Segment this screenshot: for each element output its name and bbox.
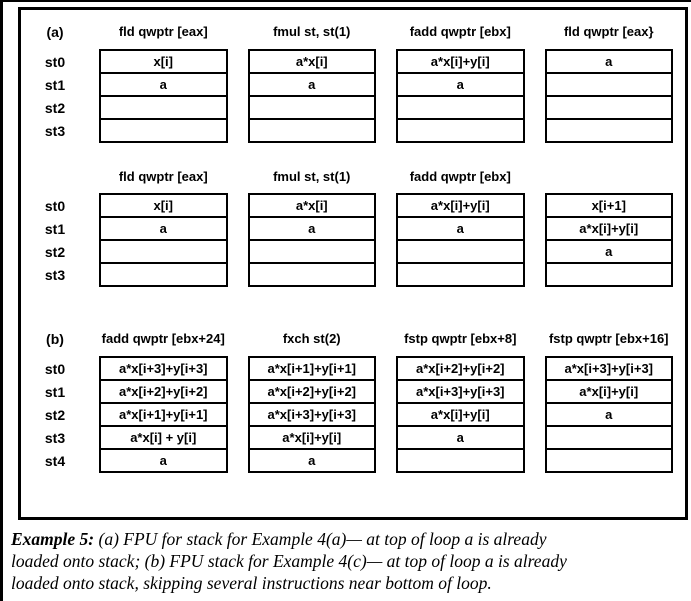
stack-register-label: st1 — [44, 77, 66, 93]
stack-register-labels — [31, 356, 79, 473]
stack-cell: a — [308, 453, 316, 468]
stack-cell: a — [398, 427, 523, 450]
stack-cell: a*x[i+2]+y[i+2] — [101, 381, 226, 404]
stack-cell: x[i+1] — [547, 195, 672, 218]
fpu-stack-table — [545, 49, 674, 143]
stack-cell: x[i] — [101, 195, 226, 218]
fpu-stack-table — [248, 49, 377, 143]
stack-register-label: st0 — [44, 198, 66, 214]
stack-cell: a*x[i+3]+y[i+3] — [101, 358, 226, 381]
stack-cell — [398, 120, 523, 141]
stack-cell — [101, 97, 226, 120]
instruction-label: fadd qwptr [ebx] — [409, 169, 511, 184]
stack-cell — [101, 264, 226, 285]
stack-cell: a — [250, 74, 375, 97]
stack-cell: a*x[i+2]+y[i+2] — [398, 358, 523, 381]
stack-cell — [398, 97, 523, 120]
stack-cell: a — [250, 218, 375, 241]
stack-panel — [31, 24, 673, 143]
caption-line — [11, 528, 689, 550]
stack-cell — [547, 450, 672, 471]
caption-text: (a) FPU for stack for Example 4(a)— at top of loop a is already — [98, 529, 547, 549]
fpu-stack-diagram — [18, 7, 688, 520]
stack-register-label: st3 — [44, 267, 66, 283]
stack-cell — [250, 120, 375, 141]
section-label: (b) — [46, 331, 64, 347]
stack-panel — [31, 169, 673, 287]
stack-cell: a*x[i+1]+y[i+1] — [101, 404, 226, 427]
fpu-stack-table — [99, 356, 228, 473]
caption-line: loaded onto stack, skipping several instructions near bottom of loop. — [11, 573, 492, 593]
stack-register-label: st3 — [44, 123, 66, 139]
stack-cell — [547, 427, 672, 450]
fpu-stack-table — [545, 356, 674, 473]
instruction-label: fadd qwptr [ebx+24] — [101, 331, 225, 346]
stack-cell — [101, 120, 226, 141]
stack-cell: a*x[i] + y[i] — [101, 427, 226, 450]
stack-cell: a*x[i+3]+y[i+3] — [398, 381, 523, 404]
stack-cell: a — [547, 241, 672, 264]
stack-cell — [250, 97, 375, 120]
instruction-label: fld qwptr [eax} — [563, 24, 654, 39]
fpu-stack-table — [248, 356, 377, 473]
stack-cell: a — [101, 218, 226, 241]
stack-cell: a*x[i] — [250, 195, 375, 218]
stack-cell: a*x[i]+y[i] — [398, 195, 523, 218]
fpu-stack-table — [396, 49, 525, 143]
fpu-stack-table — [396, 193, 525, 287]
stack-cell — [398, 241, 523, 264]
stack-cell: a*x[i+3]+y[i+3] — [547, 358, 672, 381]
instruction-label: fxch st(2) — [282, 331, 341, 346]
stack-cell: a*x[i]+y[i] — [547, 218, 672, 241]
stack-cell: a*x[i+3]+y[i+3] — [250, 404, 375, 427]
section-label: (a) — [46, 24, 64, 40]
instruction-label: fld qwptr [eax] — [118, 24, 208, 39]
stack-register-label: st4 — [44, 453, 66, 469]
stack-cell — [547, 264, 672, 285]
stack-cell: a — [101, 74, 226, 97]
stack-cell — [398, 264, 523, 285]
stack-cell — [547, 97, 672, 120]
stack-cell: a*x[i] — [250, 51, 375, 74]
stack-cell — [250, 264, 375, 285]
stack-register-label: st1 — [44, 221, 66, 237]
instruction-label: fld qwptr [eax] — [118, 169, 208, 184]
stack-cell: x[i] — [101, 51, 226, 74]
stack-cell: a*x[i]+y[i] — [547, 381, 672, 404]
stack-cell: a*x[i]+y[i] — [398, 51, 523, 74]
instruction-label: fstp qwptr [ebx+16] — [548, 331, 669, 346]
fpu-stack-table — [545, 193, 674, 287]
fpu-stack-table — [99, 49, 228, 143]
fpu-stack-table — [99, 193, 228, 287]
figure-caption — [11, 528, 689, 594]
fpu-stack-table — [248, 193, 377, 287]
caption-title: Example 5: — [11, 529, 95, 549]
stack-panel — [31, 331, 673, 473]
stack-cell: a — [547, 51, 672, 74]
fpu-stack-table — [396, 356, 525, 473]
stack-cell — [547, 120, 672, 141]
stack-cell — [101, 241, 226, 264]
instruction-label: fmul st, st(1) — [273, 169, 351, 184]
instruction-label: fmul st, st(1) — [273, 24, 351, 39]
stack-register-labels — [31, 193, 79, 287]
stack-register-label: st3 — [44, 430, 66, 446]
stack-cell: a*x[i]+y[i] — [250, 427, 375, 450]
stack-register-labels — [31, 49, 79, 143]
caption-line: loaded onto stack; (b) FPU stack for Example 4(c)— at top of loop a is already — [11, 551, 567, 571]
stack-cell: a — [159, 453, 167, 468]
instruction-label: fstp qwptr [ebx+8] — [404, 331, 517, 346]
stack-register-label: st2 — [44, 244, 66, 260]
stack-cell: a — [398, 74, 523, 97]
instruction-label: fadd qwptr [ebx] — [409, 24, 511, 39]
stack-register-label: st1 — [44, 384, 66, 400]
stack-cell: a*x[i]+y[i] — [398, 404, 523, 427]
stack-register-label: st0 — [44, 361, 66, 377]
stack-cell — [250, 241, 375, 264]
stack-cell — [398, 450, 523, 471]
stack-cell: a — [547, 404, 672, 427]
stack-register-label: st0 — [44, 54, 66, 70]
stack-cell: a — [398, 218, 523, 241]
stack-cell — [547, 74, 672, 97]
stack-cell: a*x[i+1]+y[i+1] — [250, 358, 375, 381]
stack-cell: a*x[i+2]+y[i+2] — [250, 381, 375, 404]
stack-register-label: st2 — [44, 407, 66, 423]
stack-register-label: st2 — [44, 100, 66, 116]
